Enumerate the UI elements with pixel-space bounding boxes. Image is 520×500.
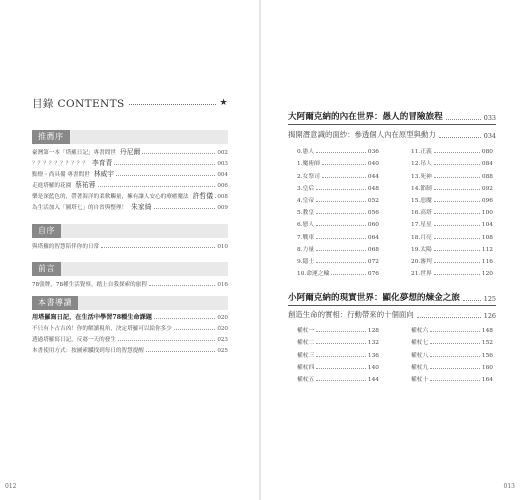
dot-leader	[322, 164, 366, 165]
card-name: 2.女祭司	[297, 173, 320, 180]
card-name: 5.教皇	[297, 210, 315, 217]
dot-leader	[316, 152, 366, 153]
part1-cards-left	[297, 143, 379, 277]
card-page: 092	[481, 185, 493, 192]
card-entry[interactable]	[297, 334, 379, 346]
part2-rule	[288, 305, 496, 306]
card-entry[interactable]	[297, 346, 379, 358]
part1-title[interactable]	[288, 110, 496, 122]
card-page: 148	[481, 328, 493, 335]
card-page: 128	[367, 328, 379, 335]
dot-leader	[434, 152, 480, 153]
part1-cards-right	[411, 143, 493, 277]
entry-title: ？？？？？？？？？？	[32, 161, 88, 167]
card-name: 10.命運之輪	[297, 271, 330, 278]
entry-author: 丹尼爾	[119, 148, 141, 156]
toc-entry[interactable]	[32, 179, 228, 189]
card-name: 20.審判	[411, 258, 432, 265]
card-entry[interactable]	[297, 241, 379, 253]
card-page: 140	[367, 364, 379, 371]
toc-entry[interactable]	[32, 311, 228, 321]
part-page: 125	[483, 295, 496, 303]
entry-title: 78張牌，78種生活覺察，踏上自我探索的旅程	[32, 282, 147, 288]
card-name: 12.吊人	[411, 161, 432, 168]
card-page: 160	[481, 364, 493, 371]
card-name: 17.星星	[411, 222, 432, 229]
card-entry[interactable]	[411, 241, 493, 253]
card-entry[interactable]	[411, 371, 493, 383]
part2-title[interactable]	[288, 291, 496, 303]
toc-entry[interactable]	[32, 168, 228, 178]
card-page: 072	[367, 258, 379, 265]
card-page: 104	[481, 222, 493, 229]
entry-page: 016	[217, 282, 228, 288]
card-entry[interactable]	[411, 192, 493, 204]
card-name: 3.皇后	[297, 185, 315, 192]
card-page: 060	[367, 222, 379, 229]
card-page: 044	[367, 173, 379, 180]
dot-leader	[434, 189, 480, 190]
section-header-preface	[32, 224, 228, 238]
dot-leader	[316, 225, 366, 226]
card-page: 144	[367, 376, 379, 383]
toc-entry[interactable]	[32, 278, 228, 288]
toc-entry[interactable]	[32, 190, 228, 200]
entry-title: 為生活加入「圖塔七」的自省與整理！	[32, 205, 128, 211]
entry-author: 許哲儀	[192, 192, 214, 200]
dot-leader	[316, 331, 366, 332]
card-entry[interactable]	[411, 155, 493, 167]
page-number-right: 013	[503, 483, 515, 490]
card-name: 權杖三	[297, 352, 315, 359]
card-name: 6.戀人	[297, 222, 315, 229]
dot-leader	[114, 164, 215, 165]
card-page: 036	[367, 149, 379, 156]
part1-subtitle[interactable]	[288, 128, 496, 140]
card-name: 權杖一	[297, 328, 315, 335]
dot-leader	[434, 213, 480, 214]
card-page: 080	[481, 149, 493, 156]
entry-title: 不只有卜占吉凶！你的解讀視角，決定塔羅可以給你多少	[32, 326, 172, 332]
dot-leader	[331, 274, 366, 275]
section-header-foreword	[32, 262, 228, 276]
dot-leader	[434, 262, 480, 263]
card-name: 4.皇帝	[297, 197, 315, 204]
card-name: 權杖八	[411, 352, 429, 359]
dot-leader	[316, 380, 366, 381]
card-page: 064	[367, 234, 379, 241]
card-name: 0.愚人	[297, 149, 315, 156]
dot-leader	[434, 238, 480, 239]
section-header-guide	[32, 296, 228, 310]
card-name: 16.高塔	[411, 210, 432, 217]
subtitle-text: 創造生命的實相：行動帶來的十個面向	[288, 310, 414, 319]
card-name: 9.隱士	[297, 258, 315, 265]
dot-leader	[463, 300, 481, 301]
card-entry[interactable]	[411, 359, 493, 371]
card-entry[interactable]	[297, 216, 379, 228]
dot-leader	[316, 189, 366, 190]
page-number-left: 012	[5, 483, 17, 490]
part2-subtitle[interactable]	[288, 308, 496, 320]
dot-leader	[439, 137, 481, 138]
card-name: 8.力量	[297, 246, 315, 253]
entry-page: 020	[217, 315, 228, 321]
dot-leader	[446, 119, 481, 120]
entry-title: 點燈・尚具備 專書問世	[32, 172, 90, 178]
dot-leader	[434, 225, 480, 226]
toc-entry[interactable]	[32, 157, 228, 167]
card-page: 132	[367, 340, 379, 347]
toc-entry[interactable]	[32, 146, 228, 156]
card-entry[interactable]	[297, 167, 379, 179]
dot-leader	[316, 368, 366, 369]
card-entry[interactable]	[411, 322, 493, 334]
toc-title-text: 目錄 CONTENTS	[32, 97, 125, 110]
card-entry[interactable]	[297, 371, 379, 383]
section-header-recommendation	[32, 130, 228, 144]
dot-leader	[316, 250, 366, 251]
entry-page: 009	[217, 205, 228, 211]
section-label: 前言	[32, 262, 61, 276]
card-name: 14.節制	[411, 185, 432, 192]
left-page	[0, 0, 259, 500]
card-name: 權杖五	[297, 376, 315, 383]
entry-author: 林威宇	[93, 170, 115, 178]
entry-title: 臺灣第一本「塔羅日記」專書問世	[32, 150, 116, 156]
dot-leader	[430, 368, 480, 369]
subtitle-page: 034	[483, 132, 496, 140]
entry-title: 樂是深藍色的，帶著海洋的柔軟觸量，擁有讓人安心的療癒魔法	[32, 194, 189, 200]
card-entry[interactable]	[297, 322, 379, 334]
card-page: 100	[481, 210, 493, 217]
card-page: 164	[481, 376, 493, 383]
dot-leader	[146, 351, 215, 352]
entry-page: 020	[217, 326, 228, 332]
dot-leader	[430, 380, 480, 381]
card-name: 權杖七	[411, 340, 429, 347]
card-page: 040	[367, 161, 379, 168]
card-page: 108	[481, 234, 493, 241]
star-icon: ★	[219, 98, 228, 108]
dot-leader	[430, 343, 480, 344]
section-label: 自序	[32, 224, 61, 238]
part2-cards-left	[297, 322, 379, 383]
dot-leader	[316, 262, 366, 263]
card-entry[interactable]	[297, 253, 379, 265]
subtitle-text: 揭開潛意識的面紗：參透個人內在原型與動力	[288, 130, 436, 139]
card-entry[interactable]	[411, 180, 493, 192]
card-entry[interactable]	[297, 265, 379, 277]
entry-page: 004	[217, 172, 228, 178]
dot-leader	[430, 356, 480, 357]
dot-leader	[430, 331, 480, 332]
card-entry[interactable]	[297, 155, 379, 167]
card-entry[interactable]	[411, 228, 493, 240]
part2-cards-right	[411, 322, 493, 383]
dot-leader	[316, 201, 366, 202]
part-title-text: 大阿爾克納的內在世界：愚人的冒險旅程	[288, 112, 443, 122]
card-name: 權杖二	[297, 340, 315, 347]
dot-leader	[149, 285, 215, 286]
section-label: 本書導讀	[32, 296, 78, 310]
dot-leader	[316, 213, 366, 214]
entry-author: 李育青	[91, 159, 113, 167]
entry-title: 本書使用方式：按圖索驥找到每日的智慧提醒	[32, 348, 144, 354]
dot-leader	[118, 340, 215, 341]
card-page: 116	[481, 258, 493, 265]
toc-entry[interactable]	[32, 333, 228, 343]
card-name: 權杖九	[411, 364, 429, 371]
card-entry[interactable]	[411, 216, 493, 228]
entry-page: 010	[217, 244, 228, 250]
dot-leader	[316, 343, 366, 344]
card-entry[interactable]	[411, 143, 493, 155]
entry-page: 023	[217, 337, 228, 343]
dot-leader	[154, 318, 215, 319]
entry-page: 025	[217, 348, 228, 354]
card-entry[interactable]	[411, 334, 493, 346]
card-name: 1.魔術師	[297, 161, 320, 168]
toc-entry[interactable]	[32, 322, 228, 332]
entry-author: 朱家綺	[131, 203, 152, 211]
card-entry[interactable]	[411, 346, 493, 358]
dot-leader	[316, 238, 366, 239]
card-entry[interactable]	[297, 359, 379, 371]
toc-entry[interactable]	[32, 201, 228, 211]
card-name: 7.戰車	[297, 234, 315, 241]
entry-page: 002	[217, 150, 228, 156]
card-page: 068	[367, 246, 379, 253]
dot-leader	[142, 153, 215, 154]
entry-page: 006	[217, 183, 228, 189]
entry-page: 003	[217, 161, 228, 167]
dot-leader	[434, 201, 480, 202]
entry-title: 與塔羅的智慧陪伴你的日常	[32, 244, 100, 250]
card-entry[interactable]	[297, 143, 379, 155]
entry-page: 008	[217, 194, 228, 200]
card-entry[interactable]	[297, 180, 379, 192]
subtitle-page: 126	[483, 312, 496, 320]
card-page: 156	[481, 352, 493, 359]
card-entry[interactable]	[297, 204, 379, 216]
dot-leader	[417, 317, 481, 318]
section-label: 推薦序	[32, 130, 70, 144]
card-name: 18.月亮	[411, 234, 432, 241]
card-name: 13.死神	[411, 173, 432, 180]
entry-author: 蔡祐蓉	[75, 181, 96, 189]
toc-title-leader	[129, 104, 216, 105]
card-name: 權杖六	[411, 328, 429, 335]
card-name: 21.世界	[411, 271, 432, 278]
entry-title: 用塔羅寫日記，在生活中學習78種生命課題	[32, 314, 152, 321]
card-page: 056	[367, 210, 379, 217]
dot-leader	[174, 329, 215, 330]
card-entry[interactable]	[411, 167, 493, 179]
dot-leader	[316, 356, 366, 357]
card-page: 088	[481, 173, 493, 180]
toc-title	[32, 96, 228, 110]
dot-leader	[322, 177, 366, 178]
card-page: 052	[367, 197, 379, 204]
card-entry[interactable]	[411, 265, 493, 277]
card-page: 112	[481, 246, 493, 253]
dot-leader	[434, 274, 480, 275]
card-name: 11.正義	[411, 149, 432, 156]
card-entry[interactable]	[297, 228, 379, 240]
card-entry[interactable]	[411, 204, 493, 216]
dot-leader	[434, 250, 480, 251]
entry-title: 走進塔羅的花園	[32, 183, 72, 189]
card-name: 19.太陽	[411, 246, 432, 253]
dot-leader	[101, 247, 215, 248]
card-page: 136	[367, 352, 379, 359]
card-page: 076	[367, 271, 379, 278]
part-page: 033	[483, 114, 496, 122]
card-name: 權杖十	[411, 376, 429, 383]
dot-leader	[154, 208, 216, 209]
dot-leader	[116, 175, 215, 176]
toc-entry[interactable]	[32, 240, 228, 250]
card-name: 15.惡魔	[411, 197, 432, 204]
dot-leader	[434, 177, 480, 178]
part-title-text: 小阿爾克納的現實世界：顯化夢想的煉金之旅	[288, 293, 460, 303]
card-page: 084	[481, 161, 493, 168]
dot-leader	[98, 186, 216, 187]
entry-title: 透過塔羅寫日記，反芻一天的發生	[32, 337, 116, 343]
card-entry[interactable]	[411, 253, 493, 265]
toc-entry[interactable]	[32, 344, 228, 354]
card-name: 權杖四	[297, 364, 315, 371]
part1-rule	[288, 124, 496, 125]
card-page: 096	[481, 197, 493, 204]
card-entry[interactable]	[297, 192, 379, 204]
dot-leader	[434, 164, 480, 165]
card-page: 120	[481, 271, 493, 278]
card-page: 048	[367, 185, 379, 192]
card-page: 152	[481, 340, 493, 347]
